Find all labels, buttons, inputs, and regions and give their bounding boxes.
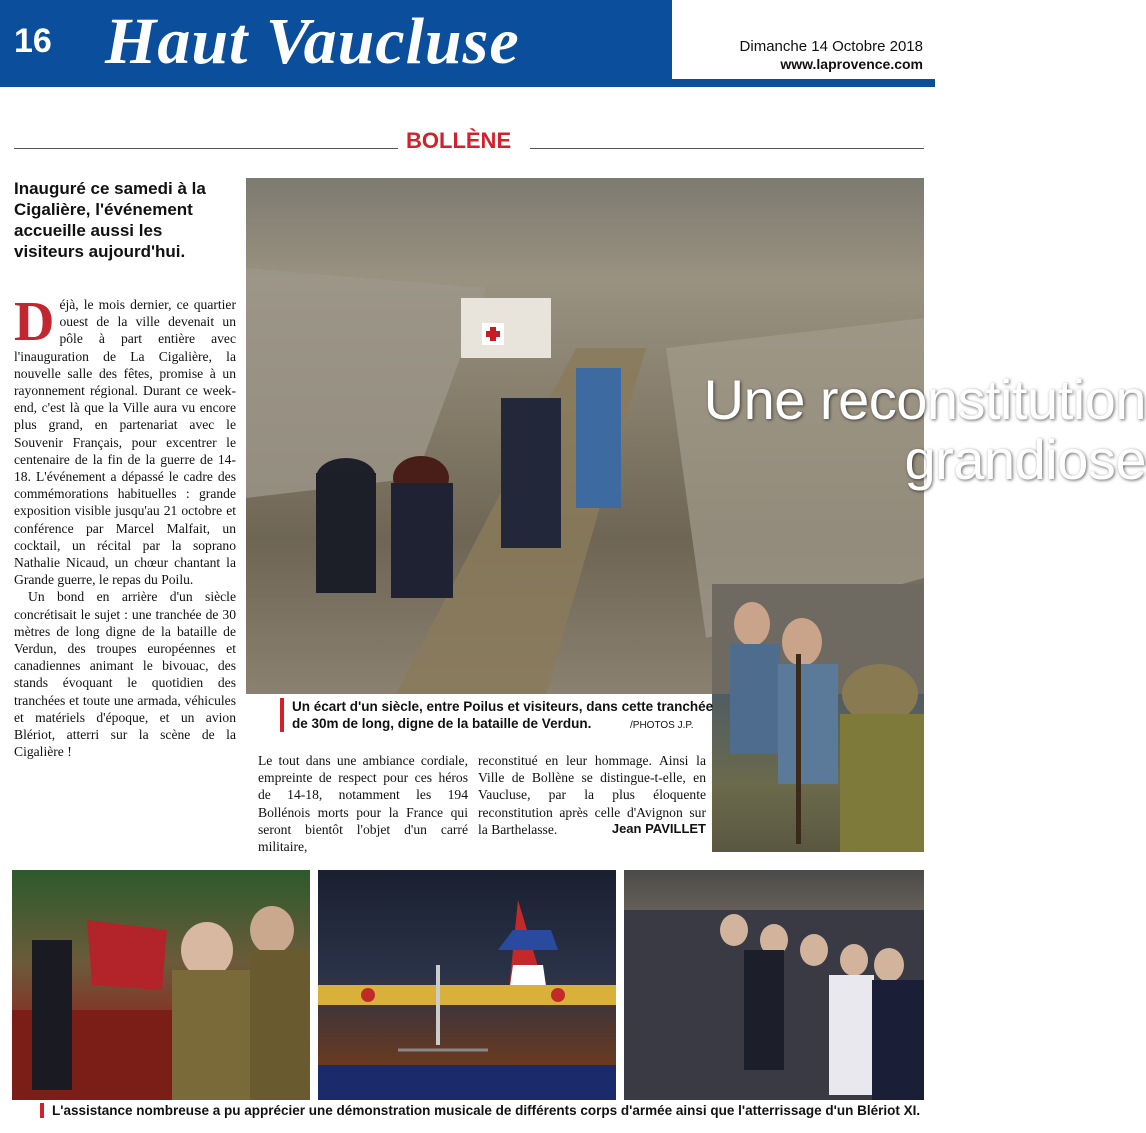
- paragraph-2: Un bond en arrière d'un siècle concrétisait le sujet : une tranchée de 30 mètres de long digne de la bataille de Verdun, des troupes européennes et canadiennes animant le bivouac, des stands évoquant le quotidien des tranchées et toute une armada, véhicules et matériels d'époque, et un avion Blériot, atterri sur la scène de la Cigalière !: [14, 589, 236, 760]
- article-column-1: [14, 291, 236, 760]
- page-number: 16: [14, 22, 52, 60]
- bleriot-plane-photo: [318, 870, 616, 1100]
- article-author: Jean PAVILLET: [611, 820, 706, 836]
- article-column-2: Le tout dans une ambiance cordiale, empreinte de respect pour ces héros de 14-18, notamment les 194 Bollénois morts pour la France qui seront bientôt l'objet d'un carré militaire,: [258, 753, 468, 855]
- military-band-photo: [12, 870, 310, 1100]
- website-link[interactable]: www.laprovence.com: [780, 56, 923, 72]
- audience-photo: [624, 870, 924, 1100]
- paragraph-1: Déjà, le mois dernier, ce quartier ouest de la ville devenait un pôle à part entière avec l'inauguration de La Cigalière, la nouvelle salle des fêtes, promise à un rayonnement régional. Durant ce week-end, c'est là que la Ville aura vu encore plus grand, en partenariat avec le Souvenir Français, pour excentrer le centenaire de la fin de la guerre de 14-18. L'événement a dépassé le cadre des commémorations habituelles : grande exposition visible jusqu'au 21 octobre et conférence par Marcel Malfait, un cocktail, un récital par la soprano Nathalie Nicaud, un chœur chantant la Grande guerre, le repas du Poilu.: [14, 291, 236, 588]
- paragraph-4: reconstitué en leur hommage. Ainsi la Ville de Bollène se distingue-t-elle, en Vaucluse, par la plus éloquente reconstitution après celle d'Avignon sur la Barthelasse.: [478, 753, 706, 837]
- bleriot-illustration: [318, 870, 616, 1100]
- article-headline: Une reconstitution grandiose: [703, 368, 1146, 491]
- newspaper-masthead: Haut Vaucluse: [105, 5, 520, 78]
- photo-credit: /PHOTOS J.P.: [630, 720, 694, 731]
- article-column-3: [478, 752, 706, 838]
- poilus-photo: [712, 584, 924, 852]
- article-standfirst: Inauguré ce samedi à la Cigalière, l'événement accueille aussi les visiteurs aujourd'hui.: [14, 179, 206, 261]
- section-rule-right: [530, 148, 924, 149]
- soldiers-illustration: [712, 584, 924, 852]
- bottom-photo-caption: L'assistance nombreuse a pu apprécier une démonstration musicale de différents corps d'armée ainsi que l'atterrissage d'un Blériot XI.: [40, 1103, 942, 1118]
- drop-cap: D: [14, 291, 55, 353]
- section-rule-left: [14, 148, 398, 149]
- section-title: BOLLÈNE: [406, 128, 512, 153]
- issue-date: Dimanche 14 Octobre 2018: [739, 38, 923, 55]
- band-illustration: [12, 870, 310, 1100]
- header-rule: [672, 79, 935, 87]
- photo-caption: Un écart d'un siècle, entre Poilus et visiteurs, dans cette tranchée de 30m de long, digne de la bataille de Verdun.: [280, 698, 720, 732]
- audience-illustration: [624, 870, 924, 1100]
